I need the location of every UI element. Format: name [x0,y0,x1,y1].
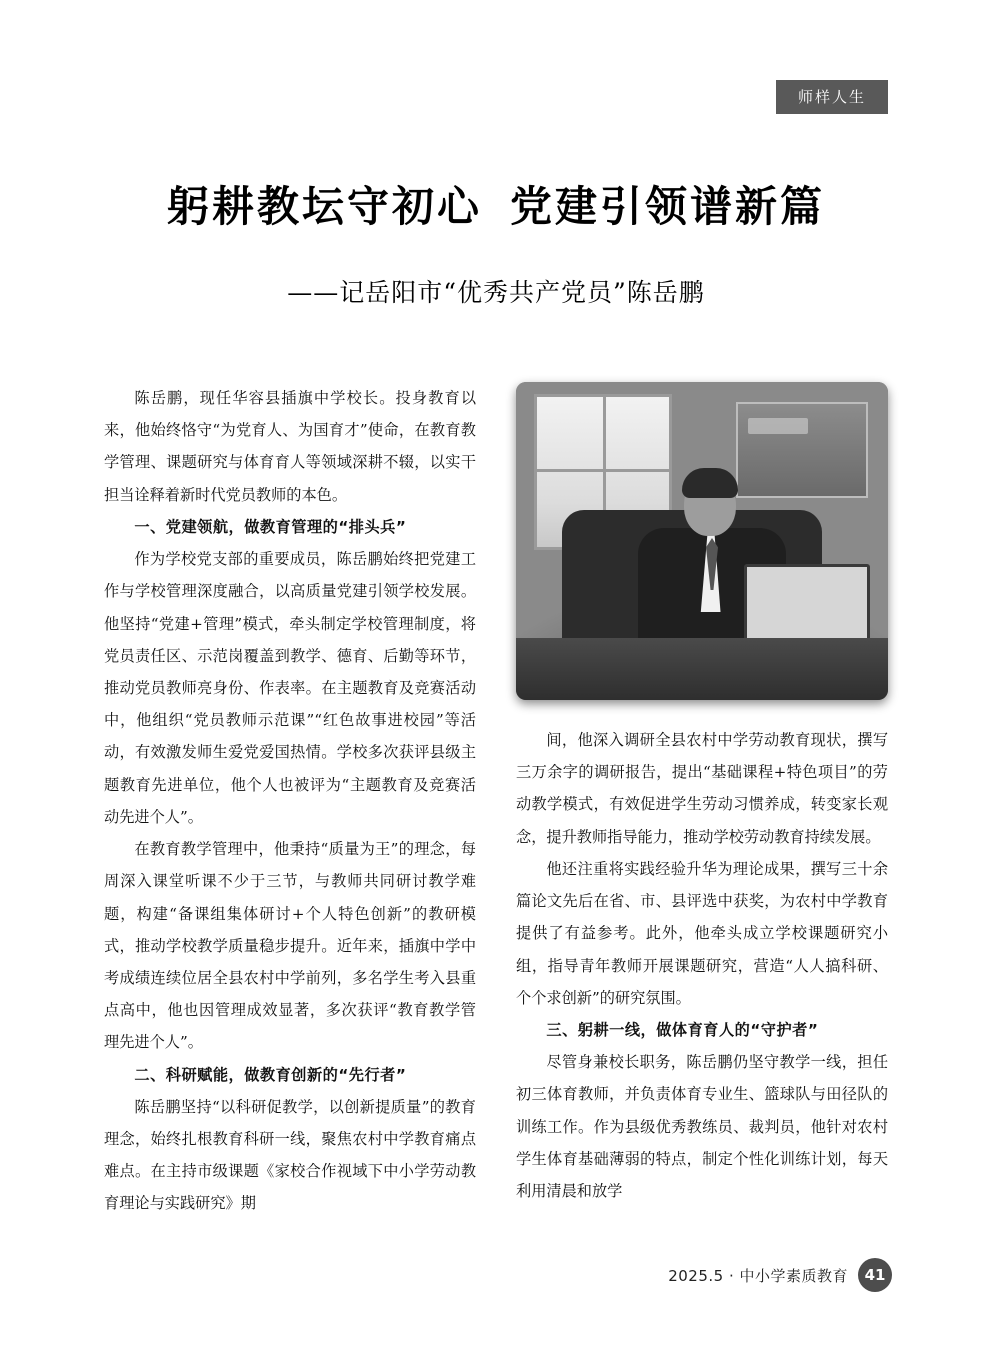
title-part-1: 躬耕教坛守初心 [166,182,482,231]
photo-person-hair [682,468,738,498]
paragraph: 作为学校党支部的重要成员，陈岳鹏始终把党建工作与学校管理深度融合，以高质量党建引领学校发展。他坚持“党建+管理”模式，牵头制定学校管理制度，将党员责任区、示范岗覆盖到教学、德育、后勤等环节，推动党员教师亮身份、作表率。在主题教育及竞赛活动中，他组织“党员教师示范课”“红色故事进校园”等活动，有效激发师生爱党爱国热情。学校多次获评县级主题教育先进单位，他个人也被评为“主题教育及竞赛活动先进个人”。 [104,550,476,826]
section-heading-1: 一、党建领航，做教育管理的“排头兵” [134,517,407,536]
paragraph: 陈岳鹏，现任华容县插旗中学校长。投身教育以来，他始终恪守“为党育人、为国育才”使命，在教育教学管理、课题研究与体育育人等领域深耕不辍，以实干担当诠释着新时代党员教师的本色。 [104,389,476,504]
paragraph: 间，他深入调研全县农村中学劳动教育现状，撰写三万余字的调研报告，提出“基础课程+特色项目”的劳动教学模式，有效促进学生劳动习惯养成，转变家长观念，提升教师指导能力，推动学校劳动教育持续发展。 [516,731,888,846]
left-column [104,382,476,1220]
section-heading-2: 二、科研赋能，做教育创新的“先行者” [134,1065,407,1084]
subtitle: ——记岳阳市“优秀共产党员”陈岳鹏 [287,277,705,307]
title-part-2: 党建引领谱新篇 [510,182,826,231]
paragraph: 他还注重将实践经验升华为理论成果，撰写三十余篇论文先后在省、市、县评选中获奖，为农村中学教育提供了有益参考。此外，他牵头成立学校课题研究小组，指导青年教师开展课题研究，营造“人人搞科研、个个求创新”的研究氛围。 [516,859,888,1007]
right-column-text [516,724,888,1207]
paragraph: 陈岳鹏坚持“以科研促教学，以创新提质量”的教育理念，始终扎根教育科研一线，聚焦农村中学教育痛点难点。在主持市级课题《家校合作视域下中小学劳动教育理论与实践研究》期 [104,1097,476,1213]
page-title [0,180,992,235]
paragraph: 在教育教学管理中，他秉持“质量为王”的理念，每周深入课堂听课不少于三节，与教师共同研讨教学难题，构建“备课组集体研讨+个人特色创新”的教研模式，推动学校教学质量稳步提升。近年来，插旗中学中考成绩连续位居全县农村中学前列，多名学生考入县重点高中，他也因管理成效显著，多次获评“教育教学管理先进个人”。 [104,840,476,1052]
issue-label: 2025.5 · 中小学素质教育 [668,1266,848,1285]
section-heading-3: 三、躬耕一线，做体育育人的“守护者” [546,1020,819,1039]
title-block [0,180,992,309]
article-photo [516,382,888,700]
paragraph: 尽管身兼校长职务，陈岳鹏仍坚守教学一线，担任初三体育教师，并负责体育专业生、篮球队与田径队的训练工作。作为县级优秀教练员、裁判员，他针对农村学生体育基础薄弱的特点，制定个性化训练计划，每天利用清晨和放学 [516,1053,888,1201]
photo-wall-art [736,402,868,498]
page-number-badge: 41 [858,1258,892,1292]
photo-image [516,382,888,700]
section-tag: 师样人生 [776,80,888,114]
photo-desk [516,638,888,700]
article-body [104,382,888,1238]
page-footer [668,1258,892,1292]
